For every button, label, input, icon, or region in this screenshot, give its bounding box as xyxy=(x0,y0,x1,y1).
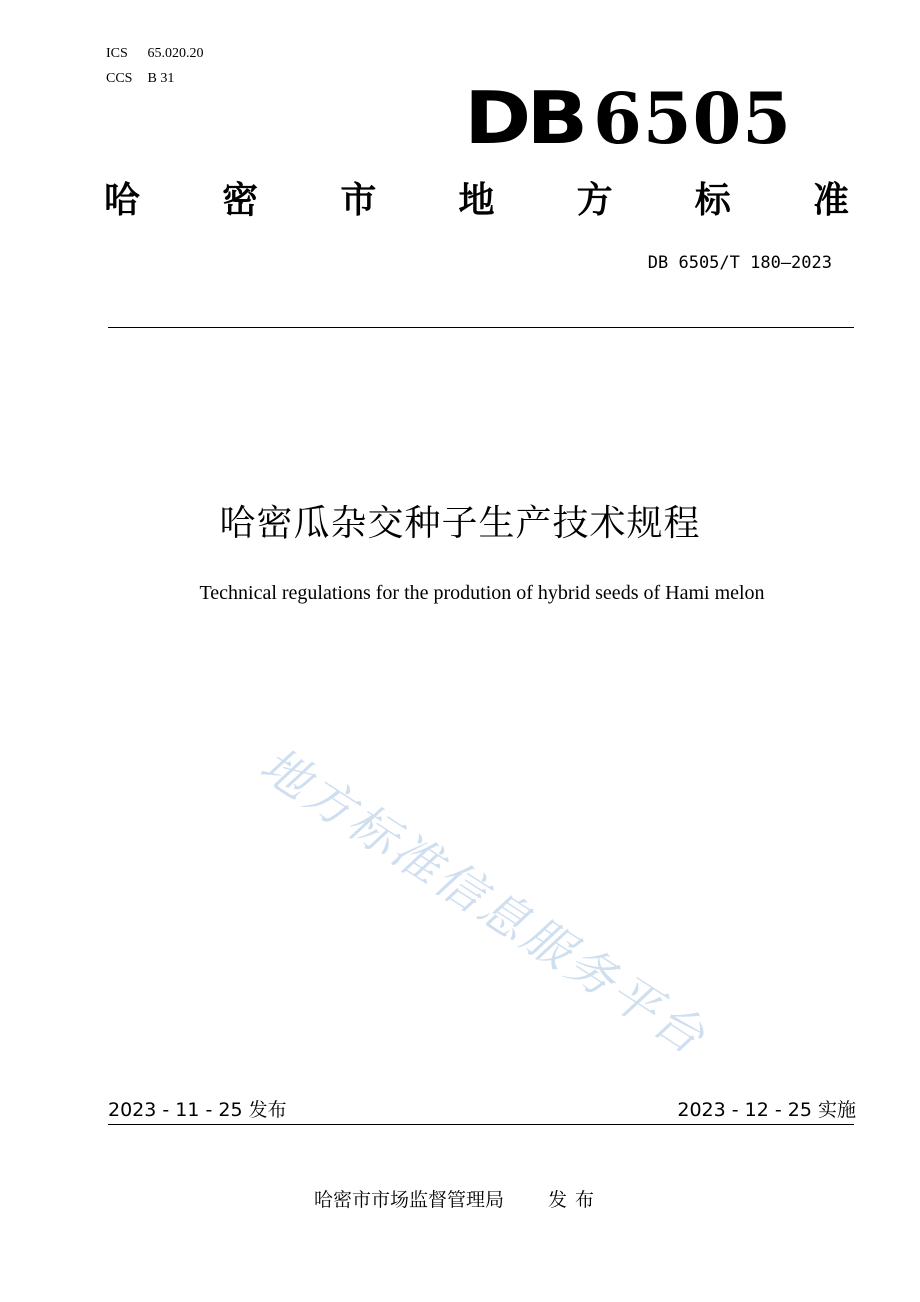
document-title-chinese: 哈密瓜杂交种子生产技术规程 xyxy=(219,503,701,544)
ics-value: 65.020.20 xyxy=(147,46,204,61)
standard-type-char: 标 xyxy=(694,180,731,221)
standard-code: DB 6505/T 180—2023 xyxy=(647,253,832,273)
standard-type-char: 哈 xyxy=(104,180,141,221)
ccs-label: CCS xyxy=(106,71,133,86)
header-divider xyxy=(108,327,854,328)
ccs-code-row xyxy=(106,70,174,88)
issue-date: 2023 - 11 - 25 发布 xyxy=(108,1099,287,1121)
issuer-action: 发布 xyxy=(548,1189,603,1211)
standard-type-char: 地 xyxy=(458,180,495,221)
standard-type-char: 方 xyxy=(576,180,613,221)
ics-label: ICS xyxy=(106,46,128,61)
standard-mark xyxy=(463,76,792,178)
implementation-date: 2023 - 12 - 25 实施 xyxy=(677,1099,856,1121)
standard-type-char: 市 xyxy=(340,180,377,221)
standard-type-heading xyxy=(104,178,849,224)
issuing-authority xyxy=(314,1187,602,1213)
ccs-value: B 31 xyxy=(147,71,175,86)
watermark: 地方标准信息服务平台 xyxy=(250,736,717,1067)
footer-divider xyxy=(108,1124,854,1125)
document-title-english: Technical regulations for the prodution of hybrid seeds of Hami melon xyxy=(199,582,765,604)
standard-prefix: DB xyxy=(463,76,584,160)
ics-code-row xyxy=(106,45,204,63)
standard-type-char: 密 xyxy=(222,180,259,221)
standard-type-char: 准 xyxy=(812,180,849,221)
issuer-name: 哈密市市场监督管理局 xyxy=(314,1189,505,1211)
standard-number: 6505 xyxy=(593,77,792,160)
